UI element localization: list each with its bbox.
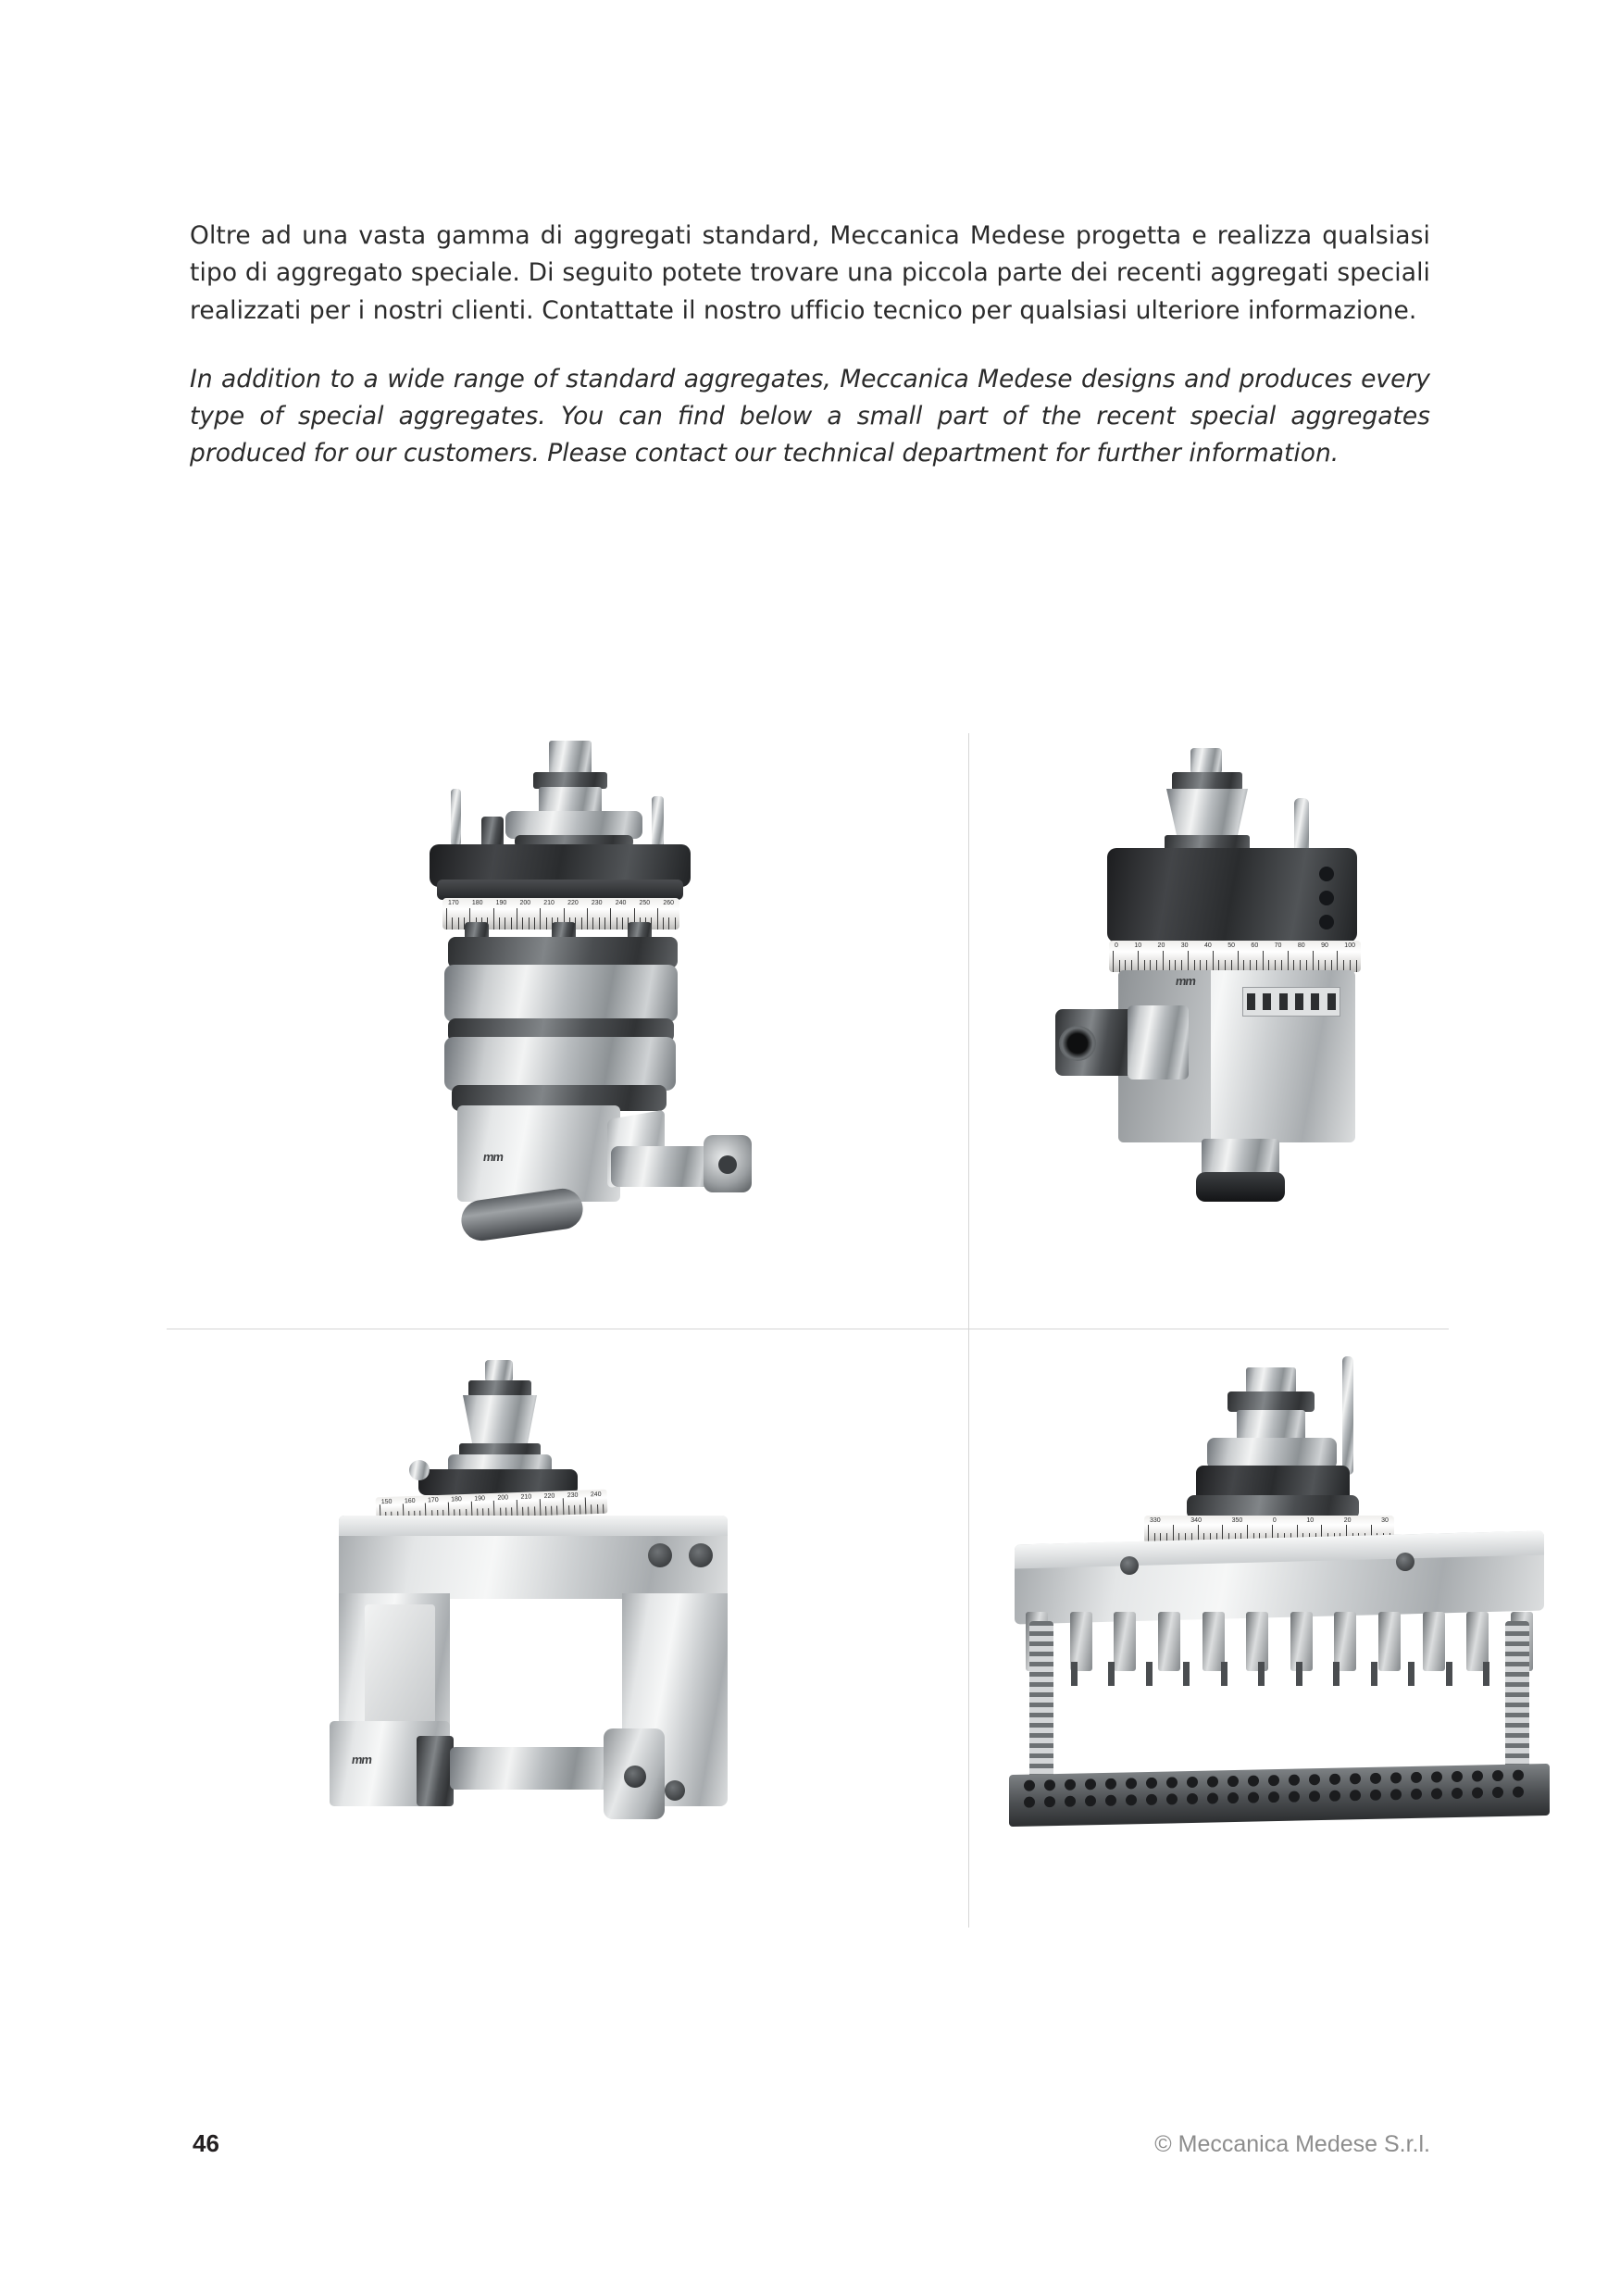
image-gallery [167, 722, 1449, 1935]
scale-number: 200 [497, 1494, 509, 1502]
scale-number: 180 [451, 1496, 462, 1504]
scale-number: 210 [520, 1493, 532, 1501]
brand-logo: mm [1174, 974, 1197, 988]
scale-number: 80 [1297, 942, 1305, 949]
scale-number: 60 [1251, 942, 1259, 949]
scale-number: 350 [1231, 1517, 1243, 1524]
scale-number: 0 [1272, 1517, 1277, 1524]
data-plate [1242, 987, 1340, 1017]
scale-number: 20 [1157, 942, 1165, 949]
spindle-tip [549, 741, 592, 774]
scale-number: 70 [1274, 942, 1282, 949]
photo-aggregate-c-frame [278, 1347, 870, 1921]
oil-port [1319, 891, 1334, 905]
spindle-flange [1207, 1438, 1337, 1469]
scale-number: 260 [663, 900, 674, 906]
guide-rod [1342, 1356, 1353, 1475]
mounting-plate-edge [437, 880, 683, 900]
clamp-ring [448, 937, 678, 968]
bearing-collar [417, 1736, 454, 1806]
spindle-nose [1128, 1005, 1189, 1079]
scale-number: 0 [1115, 942, 1118, 949]
scale-number: 200 [519, 900, 531, 906]
handwheel-hub [718, 1155, 737, 1174]
paragraph-italian: Oltre ad una vasta gamma di aggregati standard, Meccanica Medese progetta e realizza qualsiasi tipo di aggregato speciale. Di seguito potete trovare una piccola parte dei recenti aggregati speciali realizzati per i nostri clienti. Contattate il nostro ufficio tecnico per qualsiasi ulteriore informazione. [190, 221, 1430, 325]
scale-number: 30 [1180, 942, 1189, 949]
gear-housing [457, 1105, 620, 1202]
output-shaft [611, 1146, 715, 1187]
scale-number: 230 [567, 1491, 579, 1500]
bolt-hole [689, 1543, 713, 1567]
oil-port [1319, 915, 1334, 930]
scale-number: 10 [1306, 1517, 1315, 1524]
gallery-item-2 [1000, 731, 1592, 1305]
body-ring-lower [444, 1037, 676, 1091]
scale-number: 190 [474, 1495, 486, 1503]
scale-number: 10 [1134, 942, 1142, 949]
guide-spring-right [1505, 1621, 1529, 1782]
scale-number: 100 [1344, 942, 1355, 949]
scale-number: 340 [1190, 1517, 1202, 1524]
bolt-hole [665, 1780, 685, 1801]
pull-stud [485, 1360, 513, 1382]
taper-shank [463, 1395, 537, 1449]
brand-logo: mm [350, 1753, 373, 1766]
graduated-scale-ring [1109, 941, 1361, 972]
brand-logo: mm [481, 1150, 505, 1164]
scale-number: 50 [1227, 942, 1235, 949]
bottom-cap [1196, 1172, 1285, 1202]
scale-number: 40 [1203, 942, 1212, 949]
scale-number: 190 [495, 900, 507, 906]
page-footer [0, 2129, 1620, 2185]
lock-screw [409, 1460, 430, 1480]
scale-number: 170 [427, 1496, 439, 1504]
scale-number: 170 [448, 900, 459, 906]
body-ring-upper [444, 965, 678, 1022]
scale-number: 160 [404, 1497, 416, 1505]
spindle-collar [1227, 1391, 1315, 1412]
taper-shank [1166, 789, 1248, 841]
scale-number: 90 [1321, 942, 1328, 949]
scale-number: 210 [543, 900, 555, 906]
shaft-bore [624, 1766, 646, 1788]
photo-aggregate-multi-spindle-head [981, 1347, 1574, 1921]
scale-number: 330 [1150, 1517, 1161, 1524]
guide-spring-left [1029, 1621, 1053, 1782]
oil-port [1319, 867, 1334, 881]
drill-bit-row [1033, 1662, 1527, 1686]
copyright-notice: © Meccanica Medese S.r.l. [1154, 2131, 1430, 2157]
scale-number: 180 [471, 900, 483, 906]
scale-ticks [1109, 941, 1361, 972]
scale-number: 30 [1381, 1517, 1389, 1524]
shank-collar [468, 1380, 531, 1397]
spindle-tip [1246, 1367, 1296, 1393]
pull-stud [1190, 748, 1222, 774]
scale-number: 250 [639, 900, 651, 906]
gallery-divider-vertical [968, 733, 969, 1928]
guide-pin-left [451, 789, 461, 846]
shank-collar [1172, 772, 1242, 791]
paragraph-english: In addition to a wide range of standard aggregates, Meccanica Medese designs and produces every type of special aggregates. You can find below a small part of the recent special aggregates produced for our customers. Please contact our technical department for further information. [190, 364, 1430, 468]
scale-number: 240 [590, 1491, 602, 1499]
scale-number: 20 [1343, 1517, 1352, 1524]
scale-number: 230 [591, 900, 603, 906]
c-frame-top-edge [339, 1516, 728, 1536]
drive-shaft [450, 1747, 626, 1790]
gallery-item-3 [278, 1347, 870, 1921]
scale-number: 240 [615, 900, 627, 906]
bolt-hole [1120, 1556, 1139, 1575]
gallery-item-4 [981, 1347, 1574, 1921]
photo-aggregate-vertical-roller [333, 731, 926, 1305]
bolt-hole [1396, 1553, 1414, 1571]
gallery-item-1 [333, 731, 926, 1305]
scale-number: 220 [543, 1492, 555, 1501]
scale-number: 150 [380, 1498, 393, 1506]
bolt-hole [648, 1543, 672, 1567]
text-block [190, 218, 1430, 473]
scale-number: 220 [567, 900, 579, 906]
collet-bore [1059, 1026, 1096, 1061]
page-number: 46 [193, 2129, 219, 2157]
photo-aggregate-angle-head-collet [1000, 731, 1592, 1305]
